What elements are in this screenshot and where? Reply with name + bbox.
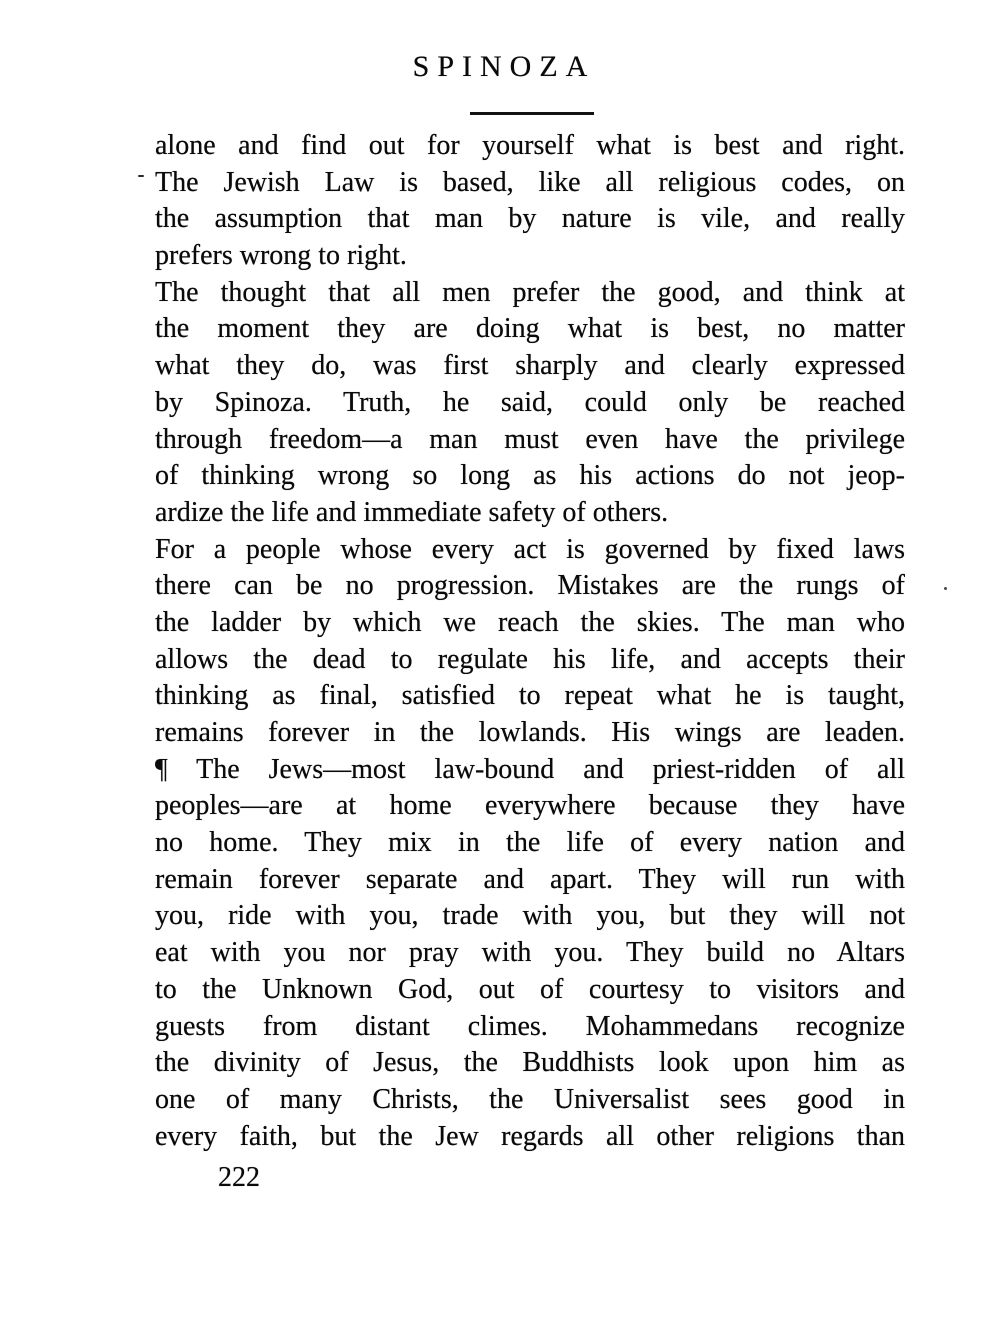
text-line: there can be no progression. Mistakes are the rungs of: [155, 570, 905, 602]
text-line: no home. They mix in the life of every nation and: [155, 827, 905, 859]
page-title: SPINOZA: [412, 50, 596, 83]
text-line: remains forever in the lowlands. His wings are leaden.: [155, 717, 905, 748]
text-line: the divinity of Jesus, the Buddhists look upon him as: [155, 1047, 905, 1079]
text-line: ardize the life and immediate safety of others.: [155, 496, 669, 528]
text-line: thinking as final, satisfied to repeat what he is taught,: [155, 680, 905, 712]
text-line: alone and find out for yourself what is best and right.: [155, 130, 905, 161]
text-line: the assumption that man by nature is vile, and really: [155, 203, 905, 235]
text-line: The thought that all men prefer the good, and think at: [155, 276, 905, 308]
text-line: by Spinoza. Truth, he said, could only be reached: [155, 386, 905, 418]
text-line: the ladder by which we reach the skies. The man who: [155, 606, 905, 638]
text-line: eat with you nor pray with you. They build no Altars: [155, 937, 905, 969]
title-divider: [470, 112, 594, 115]
text-line: guests from distant climes. Mohammedans recognize: [155, 1010, 905, 1042]
text-line: the moment they are doing what is best, no matter: [155, 313, 905, 345]
text-line: what they do, was first sharply and clearly expressed: [155, 350, 905, 382]
paragraph: [155, 275, 905, 532]
text-line: peoples—are at home everywhere because they have: [155, 790, 905, 822]
paragraph: [155, 128, 905, 275]
text-line: For a people whose every act is governed by fixed laws: [155, 533, 905, 565]
scan-speck: [944, 587, 947, 590]
text-line: to the Unknown God, out of courtesy to visitors and: [155, 973, 905, 1005]
text-line: every faith, but the Jew regards all other religions than: [155, 1120, 905, 1152]
text-line: prefers wrong to right.: [155, 240, 407, 272]
text-line: ¶ The Jews—most law-bound and priest-ridden of all: [155, 753, 905, 785]
text-line: of thinking wrong so long as his actions do not jeop-: [155, 460, 905, 492]
text-line: The Jewish Law is based, like all religious codes, on: [155, 166, 905, 198]
text-line: allows the dead to regulate his life, and accepts their: [155, 643, 905, 675]
body-text: [155, 128, 905, 1155]
paragraph: [155, 752, 905, 1156]
text-line: through freedom—a man must even have the privilege: [155, 423, 905, 455]
paragraph: [155, 532, 905, 752]
scan-speck: [138, 175, 144, 177]
page-number: 222: [218, 1162, 260, 1193]
text-line: remain forever separate and apart. They will run with: [155, 863, 905, 895]
text-line: you, ride with you, trade with you, but they will not: [155, 900, 905, 932]
text-line: one of many Christs, the Universalist sees good in: [155, 1083, 905, 1115]
